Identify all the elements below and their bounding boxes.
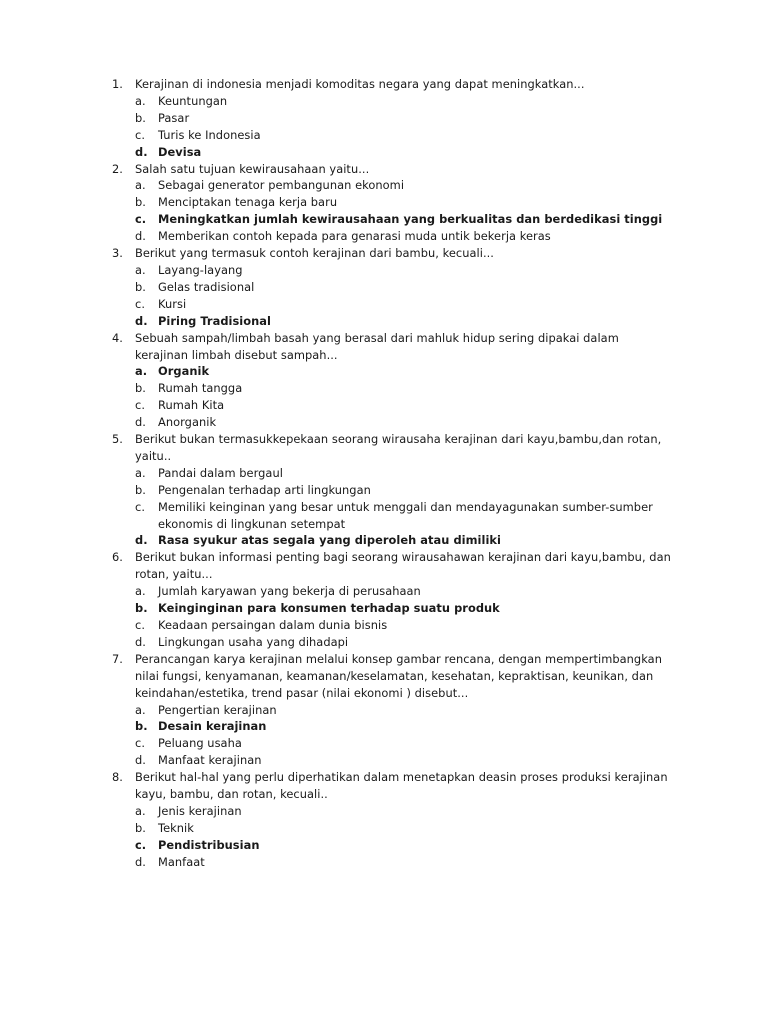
option-text: Desain kerajinan (158, 719, 267, 734)
question-number: 8. (112, 770, 123, 785)
option-text: Manfaat (158, 854, 205, 869)
option-item (135, 702, 672, 719)
option-item (135, 177, 672, 194)
question-text: Berikut bukan termasukkepekaan seorang wirausaha kerajinan dari kayu,bambu,dan rotan, yaitu.. (135, 432, 662, 463)
option-item (135, 262, 672, 279)
option-text: Piring Tradisional (158, 313, 271, 328)
option-letter: c. (135, 398, 145, 413)
option-letter: c. (135, 837, 147, 852)
question-text: Kerajinan di indonesia menjadi komoditas negara yang dapat meningkatkan... (135, 77, 585, 91)
option-text: Rumah tangga (158, 381, 243, 396)
option-letter: b. (135, 110, 146, 125)
option-letter: a. (135, 584, 146, 599)
option-letter: b. (135, 601, 148, 616)
option-item (135, 634, 672, 651)
option-item (135, 414, 672, 431)
option-text: Jenis kerajinan (158, 803, 242, 818)
option-item (135, 144, 672, 161)
option-text: Rumah Kita (158, 398, 225, 413)
option-letter: c. (135, 296, 145, 311)
option-letter: a. (135, 262, 146, 277)
option-text: Manfaat kerajinan (158, 753, 262, 768)
question-text: Sebuah sampah/limbah basah yang berasal dari mahluk hidup sering dipakai dalam kerajinan limbah disebut sampah... (135, 330, 619, 362)
option-letter: a. (135, 364, 148, 379)
option-letter: a. (135, 803, 146, 818)
option-letter: b. (135, 719, 148, 734)
question-number: 4. (112, 330, 123, 345)
question-text: Berikut bukan informasi penting bagi seorang wirausahawan kerajinan dari kayu,bambu, dan rotan, yaitu... (135, 550, 671, 582)
option-item (135, 465, 672, 482)
option-letter: c. (135, 127, 145, 142)
question-number: 7. (112, 651, 123, 666)
option-item (135, 837, 672, 854)
option-text: Memiliki keinginan yang besar untuk menggali dan mendayagunakan sumber-sumber ekonomis di lingkunan setempat (158, 499, 653, 531)
option-text: Meningkatkan jumlah kewirausahaan yang berkualitas dan berdedikasi tinggi (158, 212, 663, 227)
option-list (135, 583, 672, 651)
question-number: 1. (112, 77, 123, 91)
option-letter: d. (135, 753, 146, 768)
question-text: Berikut yang termasuk contoh kerajinan dari bambu, kecuali... (135, 246, 494, 261)
question-number: 2. (112, 161, 123, 176)
option-letter: d. (135, 144, 148, 159)
question-text: Perancangan karya kerajinan melalui konsep gambar rencana, dengan mempertimbangkan nilai fungsi, kenyamanan, keamanan/keselamatan, kesehatan, kepraktisan, keunikan, dan keindahan/estetika, trend pasar (nilai ekonomi ) disebut... (135, 651, 662, 700)
option-item (135, 228, 672, 245)
option-item (135, 363, 672, 380)
option-list (135, 702, 672, 770)
option-letter: c. (135, 499, 145, 514)
option-text: Organik (158, 364, 210, 379)
option-text: Kursi (158, 296, 187, 311)
question-text: Berikut hal-hal yang perlu diperhatikan dalam menetapkan deasin proses produksi kerajinan kayu, bambu, dan rotan, kecuali.. (135, 770, 668, 802)
option-text: Anorganik (158, 415, 217, 430)
question-item (112, 549, 672, 650)
option-item (135, 854, 672, 871)
option-text: Keinginginan para konsumen terhadap suatu produk (158, 601, 500, 616)
question-item (112, 769, 672, 870)
option-letter: d. (135, 854, 146, 869)
option-item (135, 499, 672, 533)
option-letter: a. (135, 178, 146, 193)
option-text: Layang-layang (158, 262, 243, 277)
option-letter: b. (135, 482, 146, 497)
option-text: Turis ke Indonesia (158, 127, 261, 142)
option-text: Sebagai generator pembangunan ekonomi (158, 178, 405, 193)
option-text: Pandai dalam bergaul (158, 465, 283, 480)
option-item (135, 380, 672, 397)
option-text: Jumlah karyawan yang bekerja di perusahaan (158, 584, 421, 599)
question-item (112, 431, 672, 549)
option-letter: c. (135, 212, 147, 227)
option-list (135, 363, 672, 431)
option-list (135, 262, 672, 330)
option-text: Keuntungan (158, 93, 228, 108)
option-letter: d. (135, 313, 148, 328)
option-item (135, 397, 672, 414)
option-item (135, 279, 672, 296)
option-list (135, 177, 672, 245)
option-letter: b. (135, 820, 146, 835)
option-text: Peluang usaha (158, 736, 242, 751)
option-item (135, 600, 672, 617)
option-item (135, 93, 672, 110)
option-letter: c. (135, 736, 145, 751)
option-text: Pasar (158, 110, 190, 125)
option-text: Keadaan persaingan dalam dunia bisnis (158, 618, 388, 632)
question-item (112, 161, 672, 246)
option-letter: b. (135, 195, 146, 210)
option-item (135, 617, 672, 634)
option-item (135, 583, 672, 600)
option-item (135, 752, 672, 769)
option-letter: b. (135, 279, 146, 294)
option-text: Pendistribusian (158, 837, 260, 852)
question-number: 5. (112, 432, 123, 447)
option-item (135, 718, 672, 735)
option-item (135, 194, 672, 211)
option-item (135, 820, 672, 837)
option-text: Teknik (158, 820, 194, 835)
option-text: Pengenalan terhadap arti lingkungan (158, 482, 371, 497)
option-item (135, 110, 672, 127)
question-item (112, 651, 672, 769)
question-item (112, 76, 672, 161)
option-item (135, 127, 672, 144)
question-item (112, 245, 672, 330)
option-list (135, 465, 672, 550)
question-list (112, 76, 672, 871)
option-item (135, 532, 672, 549)
option-text: Pengertian kerajinan (158, 702, 277, 717)
option-text: Devisa (158, 144, 202, 159)
option-letter: a. (135, 702, 146, 717)
option-letter: b. (135, 381, 146, 396)
option-letter: a. (135, 93, 146, 108)
option-item (135, 313, 672, 330)
option-item (135, 803, 672, 820)
option-letter: d. (135, 229, 146, 244)
option-letter: a. (135, 465, 146, 480)
question-number: 3. (112, 246, 123, 261)
question-item (112, 330, 672, 431)
option-text: Rasa syukur atas segala yang diperoleh atau dimiliki (158, 533, 501, 548)
question-number: 6. (112, 550, 123, 565)
option-item (135, 211, 672, 228)
option-item (135, 296, 672, 313)
option-letter: c. (135, 618, 145, 632)
option-item (135, 735, 672, 752)
option-text: Gelas tradisional (158, 279, 255, 294)
option-text: Menciptakan tenaga kerja baru (158, 195, 338, 210)
option-item (135, 482, 672, 499)
option-list (135, 93, 672, 161)
option-text: Memberikan contoh kepada para genarasi muda untik bekerja keras (158, 229, 551, 244)
option-text: Lingkungan usaha yang dihadapi (158, 634, 349, 649)
option-letter: d. (135, 634, 146, 649)
option-letter: d. (135, 533, 148, 548)
option-list (135, 803, 672, 871)
question-text: Salah satu tujuan kewirausahaan yaitu... (135, 161, 370, 176)
option-letter: d. (135, 415, 146, 430)
